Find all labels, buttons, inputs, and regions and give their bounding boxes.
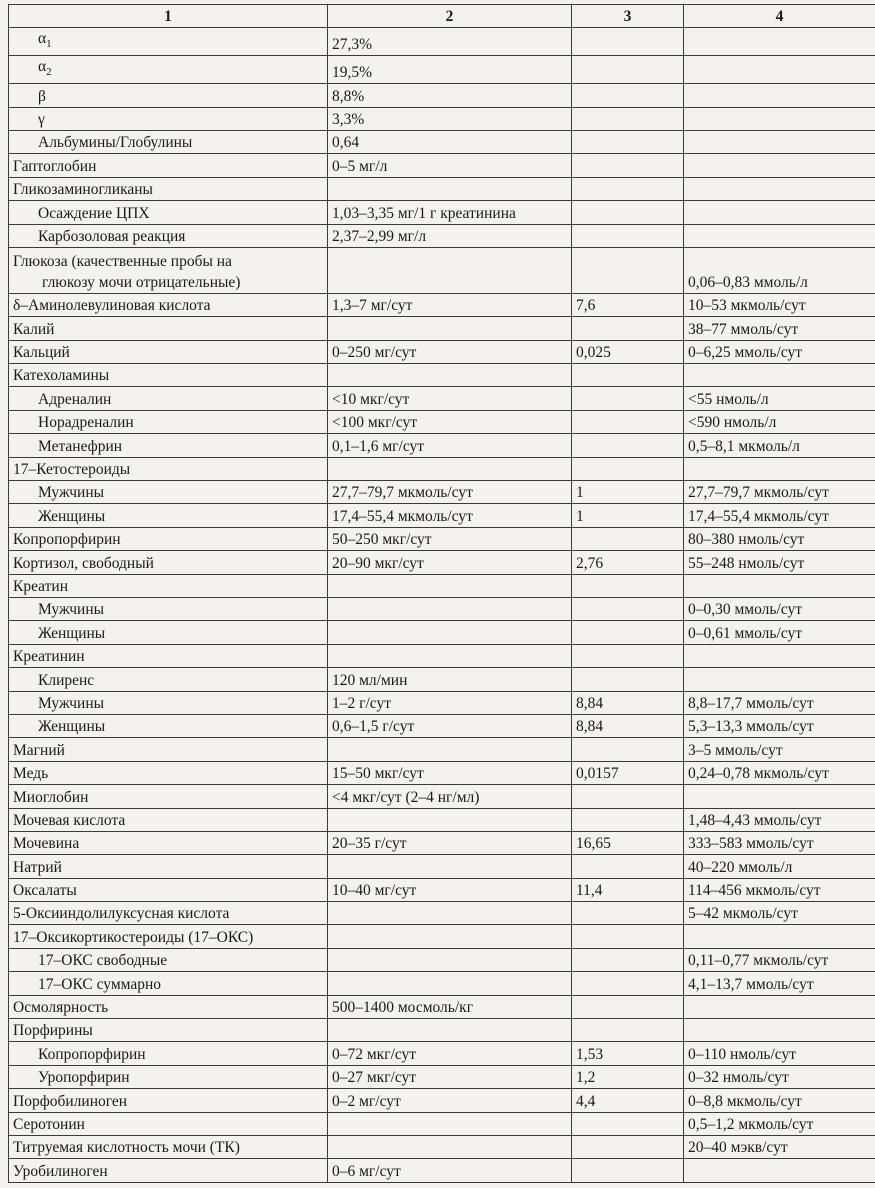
conversion-factor-cell (572, 808, 684, 831)
table-row (9, 668, 875, 691)
normal-range-cell: 0–72 мкг/сут (328, 1042, 572, 1065)
parameter-name-cell: Гликозаминогликаны (9, 177, 328, 200)
si-range-cell: 5,3–13,3 ммоль/сут (684, 714, 875, 737)
si-range-cell (684, 995, 875, 1018)
conversion-factor-cell (572, 247, 684, 293)
table-row (9, 340, 875, 363)
table-row (9, 995, 875, 1018)
normal-range-cell (328, 621, 572, 644)
normal-range-cell: 10–40 мг/сут (328, 878, 572, 901)
conversion-factor-cell (572, 995, 684, 1018)
normal-range-cell: <10 мкг/сут (328, 387, 572, 410)
normal-range-cell (328, 925, 572, 948)
table-row (9, 527, 875, 550)
table-row (9, 1135, 875, 1158)
conversion-factor-cell: 7,6 (572, 293, 684, 316)
parameter-name-cell: Магний (9, 738, 328, 761)
parameter-name-cell: Креатин (9, 574, 328, 597)
table-row (9, 1019, 875, 1042)
parameter-name-cell: 5-Оксииндолилуксусная кислота (9, 902, 328, 925)
parameter-name-cell: Копропорфирин (9, 527, 328, 550)
table-row (9, 761, 875, 784)
si-range-cell: 38–77 ммоль/сут (684, 317, 875, 340)
parameter-name-cell: Мочевая кислота (9, 808, 328, 831)
conversion-factor-cell (572, 56, 684, 84)
si-range-cell: 0,06–0,83 ммоль/л (684, 247, 875, 293)
parameter-name-cell: Альбумины/Глобулины (9, 130, 328, 153)
table-header-row (9, 5, 875, 28)
normal-range-cell: 0,1–1,6 мг/сут (328, 434, 572, 457)
conversion-factor-cell: 1,53 (572, 1042, 684, 1065)
si-range-cell (684, 224, 875, 247)
table-row (9, 1042, 875, 1065)
table-row (9, 317, 875, 340)
parameter-name-cell: Осаждение ЦПХ (9, 201, 328, 224)
conversion-factor-cell: 1,2 (572, 1065, 684, 1088)
normal-range-cell: 1–2 г/сут (328, 691, 572, 714)
table-row (9, 621, 875, 644)
si-range-cell (684, 107, 875, 130)
conversion-factor-cell (572, 28, 684, 56)
si-range-cell (684, 201, 875, 224)
normal-range-cell: 8,8% (328, 84, 572, 107)
parameter-name-cell: Копропорфирин (9, 1042, 328, 1065)
table-row (9, 1112, 875, 1135)
parameter-name-cell: Порфобилиноген (9, 1089, 328, 1112)
si-range-cell: <55 нмоль/л (684, 387, 875, 410)
table-row (9, 785, 875, 808)
parameter-name-cell: Мужчины (9, 481, 328, 504)
parameter-name-cell: 17–ОКС суммарно (9, 972, 328, 995)
parameter-name-cell: Женщины (9, 714, 328, 737)
normal-range-cell (328, 364, 572, 387)
si-range-cell (684, 177, 875, 200)
normal-range-cell (328, 738, 572, 761)
table-row (9, 831, 875, 854)
parameter-name-cell: $\alpha_2$ (9, 56, 328, 84)
table-row (9, 925, 875, 948)
conversion-factor-cell (572, 855, 684, 878)
normal-range-cell: <4 мкг/сут (2–4 нг/мл) (328, 785, 572, 808)
normal-range-cell (328, 644, 572, 667)
column-header-4: 4 (684, 5, 875, 28)
table-row (9, 855, 875, 878)
table-row (9, 364, 875, 387)
normal-range-cell: 15–50 мкг/сут (328, 761, 572, 784)
parameter-name-cell: Уробилиноген (9, 1159, 328, 1182)
si-range-cell (684, 1159, 875, 1182)
si-range-cell (684, 84, 875, 107)
conversion-factor-cell (572, 738, 684, 761)
table-row (9, 457, 875, 480)
conversion-factor-cell (572, 574, 684, 597)
si-range-cell (684, 130, 875, 153)
si-range-cell: 10–53 мкмоль/сут (684, 293, 875, 316)
conversion-factor-cell (572, 598, 684, 621)
parameter-name-cell: Осмолярность (9, 995, 328, 1018)
parameter-name-cell: Серотонин (9, 1112, 328, 1135)
si-range-cell (684, 28, 875, 56)
parameter-name-cell: Натрий (9, 855, 328, 878)
si-range-cell (684, 785, 875, 808)
table-row (9, 598, 875, 621)
conversion-factor-cell: 8,84 (572, 714, 684, 737)
conversion-factor-cell: 0,025 (572, 340, 684, 363)
parameter-name-cell: Креатинин (9, 644, 328, 667)
normal-range-cell (328, 598, 572, 621)
conversion-factor-cell (572, 972, 684, 995)
parameter-name-cell: 17–ОКС свободные (9, 948, 328, 971)
si-range-cell: 1,48–4,43 ммоль/сут (684, 808, 875, 831)
si-range-cell: 17,4–55,4 мкмоль/сут (684, 504, 875, 527)
parameter-name-cell: Мочевина (9, 831, 328, 854)
si-range-cell (684, 364, 875, 387)
table-row (9, 387, 875, 410)
table-row (9, 1065, 875, 1088)
si-range-cell: 5–42 мкмоль/сут (684, 902, 875, 925)
si-range-cell: 80–380 нмоль/сут (684, 527, 875, 550)
parameter-name-cell: Женщины (9, 621, 328, 644)
normal-range-cell (328, 177, 572, 200)
table-row (9, 738, 875, 761)
conversion-factor-cell (572, 1019, 684, 1042)
si-range-cell: 114–456 мкмоль/сут (684, 878, 875, 901)
parameter-name-cell: Калий (9, 317, 328, 340)
table-row (9, 948, 875, 971)
column-header-2: 2 (328, 5, 572, 28)
normal-range-cell (328, 1135, 572, 1158)
conversion-factor-cell: 2,76 (572, 551, 684, 574)
si-range-cell (684, 668, 875, 691)
si-range-cell: 0–0,61 ммоль/сут (684, 621, 875, 644)
conversion-factor-cell (572, 457, 684, 480)
conversion-factor-cell (572, 902, 684, 925)
parameter-name-cell: Адреналин (9, 387, 328, 410)
conversion-factor-cell (572, 154, 684, 177)
normal-range-cell: 20–35 г/сут (328, 831, 572, 854)
conversion-factor-cell (572, 1112, 684, 1135)
conversion-factor-cell (572, 1159, 684, 1182)
conversion-factor-cell (572, 668, 684, 691)
table-row (9, 293, 875, 316)
parameter-name-cell: Гаптоглобин (9, 154, 328, 177)
conversion-factor-cell (572, 224, 684, 247)
conversion-factor-cell: 11,4 (572, 878, 684, 901)
parameter-name-cell: γ (9, 107, 328, 130)
si-range-cell: 4,1–13,7 ммоль/сут (684, 972, 875, 995)
normal-range-cell: 27,3% (328, 28, 572, 56)
si-range-cell: 0–0,30 ммоль/сут (684, 598, 875, 621)
si-range-cell: <590 нмоль/л (684, 410, 875, 433)
normal-range-cell: 50–250 мкг/сут (328, 527, 572, 550)
conversion-factor-cell (572, 785, 684, 808)
parameter-name-cell: δ–Аминолевулиновая кислота (9, 293, 328, 316)
parameter-name-cell: Миоглобин (9, 785, 328, 808)
table-row (9, 56, 875, 84)
si-range-cell (684, 925, 875, 948)
si-range-cell: 0,5–8,1 мкмоль/л (684, 434, 875, 457)
conversion-factor-cell (572, 1135, 684, 1158)
conversion-factor-cell: 16,65 (572, 831, 684, 854)
normal-range-cell: 17,4–55,4 мкмоль/сут (328, 504, 572, 527)
si-range-cell: 0,5–1,2 мкмоль/сут (684, 1112, 875, 1135)
table-row (9, 201, 875, 224)
normal-range-cell: 0–6 мг/сут (328, 1159, 572, 1182)
conversion-factor-cell (572, 201, 684, 224)
parameter-name-cell: Карбозоловая реакция (9, 224, 328, 247)
normal-range-cell: 19,5% (328, 56, 572, 84)
table-row (9, 247, 875, 293)
parameter-name-cell: Уропорфирин (9, 1065, 328, 1088)
normal-range-cell (328, 855, 572, 878)
conversion-factor-cell: 0,0157 (572, 761, 684, 784)
si-range-cell: 333–583 ммоль/сут (684, 831, 875, 854)
conversion-factor-cell (572, 107, 684, 130)
parameter-name-cell: Метанефрин (9, 434, 328, 457)
parameter-name-cell: Оксалаты (9, 878, 328, 901)
normal-range-cell: 3,3% (328, 107, 572, 130)
normal-range-cell (328, 574, 572, 597)
conversion-factor-cell (572, 925, 684, 948)
conversion-factor-cell (572, 364, 684, 387)
normal-range-cell: 0–250 мг/сут (328, 340, 572, 363)
si-range-cell (684, 644, 875, 667)
table-row (9, 878, 875, 901)
conversion-factor-cell (572, 84, 684, 107)
conversion-factor-cell (572, 387, 684, 410)
table-row (9, 130, 875, 153)
parameter-name-cell: Норадреналин (9, 410, 328, 433)
parameter-name-cell: Клиренс (9, 668, 328, 691)
parameter-name: Глюкоза (качественные пробы на (13, 252, 232, 270)
normal-range-cell (328, 808, 572, 831)
table-row (9, 644, 875, 667)
normal-range-cell: 0–5 мг/л (328, 154, 572, 177)
conversion-factor-cell (572, 177, 684, 200)
conversion-factor-cell: 1 (572, 481, 684, 504)
parameter-name-cell: β (9, 84, 328, 107)
reference-table-page (8, 4, 875, 1183)
parameter-name-cell: 17–Кетостероиды (9, 457, 328, 480)
parameter-name-cell: $\alpha_1$ (9, 28, 328, 56)
conversion-factor-cell: 8,84 (572, 691, 684, 714)
urine-reference-table (8, 4, 875, 1183)
conversion-factor-cell (572, 644, 684, 667)
normal-range-cell (328, 457, 572, 480)
parameter-name-cell: Порфирины (9, 1019, 328, 1042)
conversion-factor-cell (572, 434, 684, 457)
parameter-name-cell: Титруемая кислотность мочи (ТК) (9, 1135, 328, 1158)
parameter-name-cell: Катехоламины (9, 364, 328, 387)
si-range-cell: 3–5 ммоль/сут (684, 738, 875, 761)
normal-range-cell (328, 1112, 572, 1135)
normal-range-cell: 500–1400 мосмоль/кг (328, 995, 572, 1018)
normal-range-cell (328, 317, 572, 340)
si-range-cell: 27,7–79,7 мкмоль/сут (684, 481, 875, 504)
table-row (9, 28, 875, 56)
si-range-cell: 8,8–17,7 ммоль/сут (684, 691, 875, 714)
table-row (9, 551, 875, 574)
normal-range-cell: <100 мкг/сут (328, 410, 572, 433)
normal-range-cell: 0,6–1,5 г/сут (328, 714, 572, 737)
si-range-cell: 55–248 нмоль/сут (684, 551, 875, 574)
normal-range-cell: 0–27 мкг/сут (328, 1065, 572, 1088)
table-row (9, 434, 875, 457)
table-row (9, 574, 875, 597)
parameter-name-cell: Кальций (9, 340, 328, 363)
table-row (9, 1089, 875, 1112)
table-row (9, 714, 875, 737)
si-range-cell: 0–6,25 ммоль/сут (684, 340, 875, 363)
table-row (9, 481, 875, 504)
conversion-factor-cell (572, 130, 684, 153)
table-body (9, 28, 875, 1183)
normal-range-cell (328, 948, 572, 971)
parameter-name-cell: Мужчины (9, 691, 328, 714)
conversion-factor-cell: 4,4 (572, 1089, 684, 1112)
si-range-cell (684, 1019, 875, 1042)
parameter-name-cell: 17–Оксикортикостероиды (17–ОКС) (9, 925, 328, 948)
table-row (9, 410, 875, 433)
si-range-cell: 20–40 мэкв/сут (684, 1135, 875, 1158)
normal-range-cell (328, 247, 572, 293)
si-range-cell (684, 56, 875, 84)
conversion-factor-cell (572, 410, 684, 433)
normal-range-cell (328, 972, 572, 995)
si-range-cell: 0,11–0,77 мкмоль/сут (684, 948, 875, 971)
conversion-factor-cell (572, 527, 684, 550)
conversion-factor-cell (572, 948, 684, 971)
si-range-cell (684, 457, 875, 480)
si-range-cell: 0–8,8 мкмоль/сут (684, 1089, 875, 1112)
table-row (9, 177, 875, 200)
table-row (9, 1159, 875, 1182)
normal-range-cell (328, 902, 572, 925)
parameter-name-cell: Медь (9, 761, 328, 784)
normal-range-cell: 0,64 (328, 130, 572, 153)
table-row (9, 224, 875, 247)
table-row (9, 84, 875, 107)
normal-range-cell: 20–90 мкг/сут (328, 551, 572, 574)
table-row (9, 902, 875, 925)
conversion-factor-cell: 1 (572, 504, 684, 527)
si-range-cell: 0,24–0,78 мкмоль/сут (684, 761, 875, 784)
conversion-factor-cell (572, 621, 684, 644)
column-header-1: 1 (9, 5, 328, 28)
parameter-name-cell: Женщины (9, 504, 328, 527)
conversion-factor-cell (572, 317, 684, 340)
table-row (9, 154, 875, 177)
normal-range-cell: 1,03–3,35 мг/1 г креатинина (328, 201, 572, 224)
normal-range-cell: 0–2 мг/сут (328, 1089, 572, 1112)
normal-range-cell (328, 1019, 572, 1042)
si-range-cell: 40–220 ммоль/л (684, 855, 875, 878)
si-range-cell (684, 154, 875, 177)
normal-range-cell: 1,3–7 мг/сут (328, 293, 572, 316)
column-header-3: 3 (572, 5, 684, 28)
si-range-cell: 0–110 нмоль/сут (684, 1042, 875, 1065)
table-row (9, 972, 875, 995)
parameter-name-cell (9, 247, 328, 293)
parameter-name-cell: Мужчины (9, 598, 328, 621)
si-range-cell (684, 574, 875, 597)
normal-range-cell: 120 мл/мин (328, 668, 572, 691)
table-row (9, 107, 875, 130)
parameter-name-continued: глюкозу мочи отрицательные) (42, 273, 241, 291)
parameter-name-cell: Кортизол, свободный (9, 551, 328, 574)
normal-range-cell: 27,7–79,7 мкмоль/сут (328, 481, 572, 504)
normal-range-cell: 2,37–2,99 мг/л (328, 224, 572, 247)
table-row (9, 504, 875, 527)
table-row (9, 808, 875, 831)
table-row (9, 691, 875, 714)
si-range-cell: 0–32 нмоль/сут (684, 1065, 875, 1088)
